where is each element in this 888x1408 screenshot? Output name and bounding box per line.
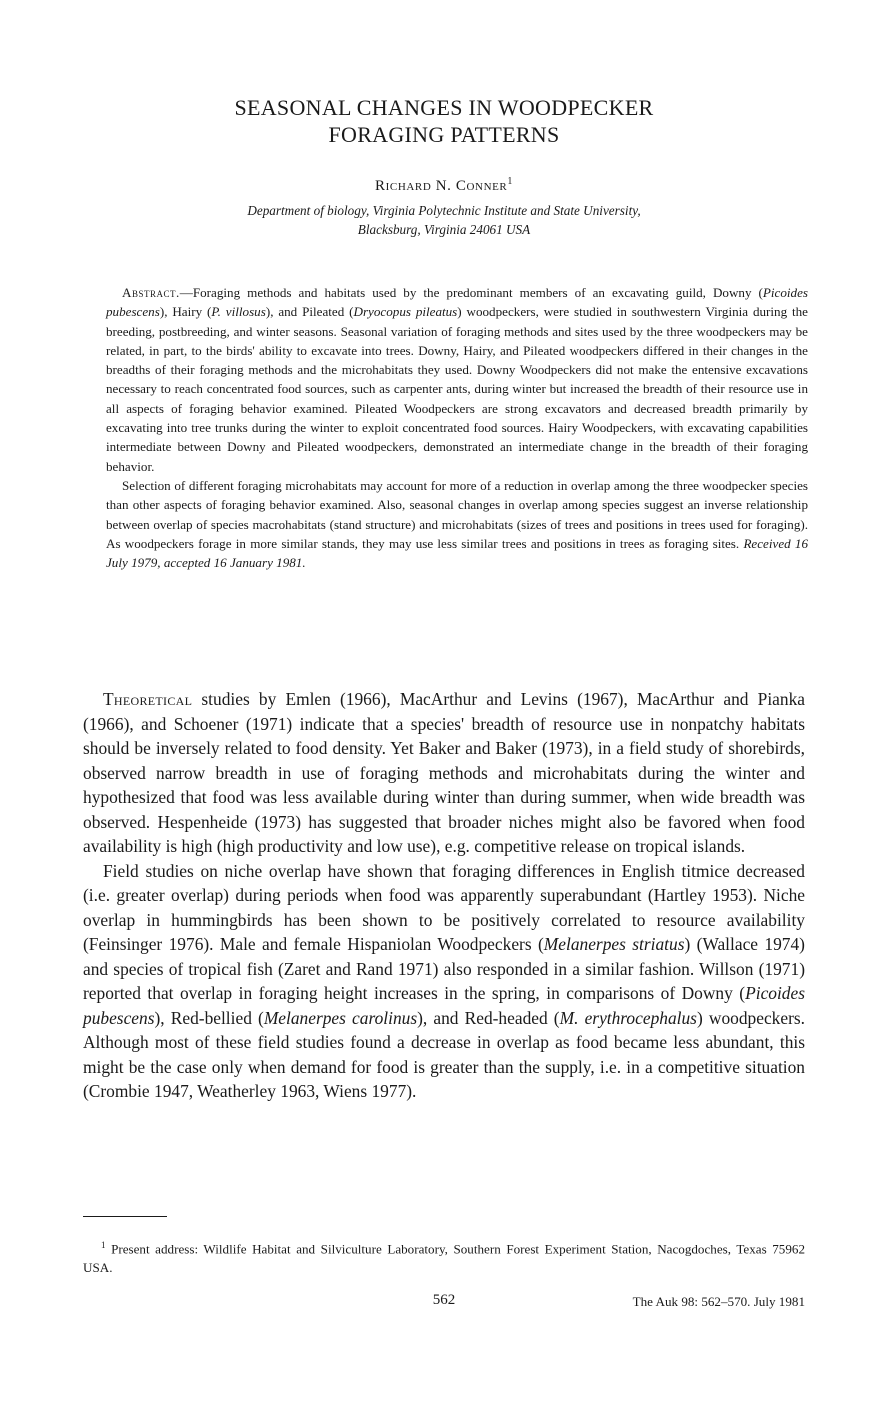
paragraph-text: ) (Wallace 1974) and species of tropical fish (Zaret and Rand 1971) also responded in a similar fashion. Willson (1971) reported that overlap in foraging height increases in the spring, in comparisons of Downy ( bbox=[83, 934, 805, 1003]
abstract-text: —Foraging methods and habitats used by the predominant members of an excavating guild, Downy ( bbox=[179, 285, 763, 300]
received-dates: Received 16 July 1979, accepted 16 January 1981. bbox=[106, 535, 809, 571]
author-byline bbox=[0, 176, 888, 195]
body-paragraph-2 bbox=[83, 859, 805, 1104]
abstract-paragraph-1 bbox=[106, 283, 808, 476]
footnote-text: Present address: Wildlife Habitat and Silviculture Laboratory, Southern Forest Experiment Station, Nacogdoches, Texas 75962 USA. bbox=[83, 1241, 805, 1276]
paragraph-text: ) woodpeckers. Although most of these field studies found a decrease in overlap as food became less abundant, this might be the case only when demand for food is greater than the supply, i.e. in a competitive situation (Crombie 1947, Weatherley 1963, Wiens 1977). bbox=[83, 1007, 805, 1101]
footnote-divider bbox=[83, 1216, 167, 1217]
title-line-2: FORAGING PATTERNS bbox=[328, 122, 560, 147]
species-name: Melanerpes striatus bbox=[543, 934, 685, 954]
body-paragraph-1 bbox=[83, 687, 805, 859]
abstract-text: Selection of different foraging microhabitats may account for more of a reduction in overlap among the three woodpecker species than other aspects of foraging behavior examined. Also, seasonal changes in overlap among species suggest an inverse relationship between overlap of species macrohabitats (stand structure) and microhabitats (sizes of trees and positions in trees used for foraging). As woodpeckers forage in more similar stands, they may use less similar trees and positions in trees as foraging sites. bbox=[106, 477, 808, 551]
journal-citation: The Auk 98: 562–570. July 1981 bbox=[632, 1294, 805, 1309]
abstract-text: ) woodpeckers, were studied in southwestern Virginia during the breeding, postbreeding, and winter seasons. Seasonal variation of foraging methods and sites used by the three woodpeckers may be related, in part, to the birds' ability to excavate into trees. Downy, Hairy, and Pileated woodpeckers differed in their changes in the breadths of their foraging methods and the microhabitats they used. Downy Woodpeckers did not make the entensive excavations necessary to reach concentrated food sources, such as carpenter ants, during winter but increased the breadth of their resource use in all aspects of foraging behavior examined. Pileated Woodpeckers are strong excavators and decreased breadth primarily by excavating into tree trunks during the winter to exploit concentrated food sources. Hairy Woodpeckers, with excavating capabilities intermediate between Downy and Pileated woodpeckers, demonstrated an intermediate change in the breadth of their foraging behavior. bbox=[106, 304, 808, 474]
article-title bbox=[0, 94, 888, 148]
footnote-mark: 1 bbox=[101, 1240, 106, 1250]
author-affiliation bbox=[0, 201, 888, 239]
species-name: Picoides pubescens bbox=[106, 285, 808, 320]
abstract bbox=[106, 283, 808, 572]
affiliation-line-2: Blacksburg, Virginia 24061 USA bbox=[357, 222, 531, 237]
paragraph-text: Field studies on niche overlap have shown that foraging differences in English titmice decreased (i.e. greater overlap) during periods when food was apparently superabundant (Hartley 1953). Niche overlap in hummingbirds has been shown to be positively correlated to resource availability (Feinsinger 1976). Male and female Hispaniolan Woodpeckers ( bbox=[83, 860, 805, 954]
species-name: Dryocopus pileatus bbox=[353, 304, 458, 320]
abstract-text: ), and Pileated ( bbox=[265, 304, 354, 320]
body-text bbox=[83, 687, 805, 1104]
author-footnote-mark: 1 bbox=[507, 176, 513, 187]
paragraph-text: ), and Red-headed ( bbox=[417, 1007, 560, 1028]
title-line-1: SEASONAL CHANGES IN WOODPECKER bbox=[234, 95, 654, 120]
lead-word: Theoretical bbox=[103, 689, 193, 709]
species-name: P. villosus bbox=[211, 304, 266, 320]
paragraph-text: studies by Emlen (1966), MacArthur and Levins (1967), MacArthur and Pianka (1966), and Schoener (1971) indicate that a species' breadth of resource use in nonpatchy habitats should be inversely related to food density. Yet Baker and Baker (1973), in a field study of shorebirds, observed narrow breadth in use of foraging methods and microhabitats during the winter and hypothesized that food was less available during winter than during summer, when wide breadth was observed. Hespenheide (1973) has suggested that broader niches might also be favored when food availability is high (high productivity and low use), e.g. competitive release on tropical islands. bbox=[83, 689, 805, 856]
abstract-paragraph-2 bbox=[106, 476, 808, 572]
footnote bbox=[83, 1236, 805, 1277]
abstract-label: Abstract. bbox=[122, 285, 180, 300]
page-number: 562 bbox=[432, 1292, 456, 1308]
affiliation-line-1: Department of biology, Virginia Polytechnic Institute and State University, bbox=[247, 203, 641, 218]
species-name: M. erythrocephalus bbox=[559, 1007, 697, 1028]
species-name: Picoides pubescens bbox=[83, 983, 805, 1028]
paragraph-text: ), Red-bellied ( bbox=[154, 1007, 264, 1028]
abstract-text: ), Hairy ( bbox=[159, 304, 212, 320]
species-name: Melanerpes carolinus bbox=[263, 1007, 418, 1028]
author-name: Richard N. Conner bbox=[375, 178, 508, 194]
